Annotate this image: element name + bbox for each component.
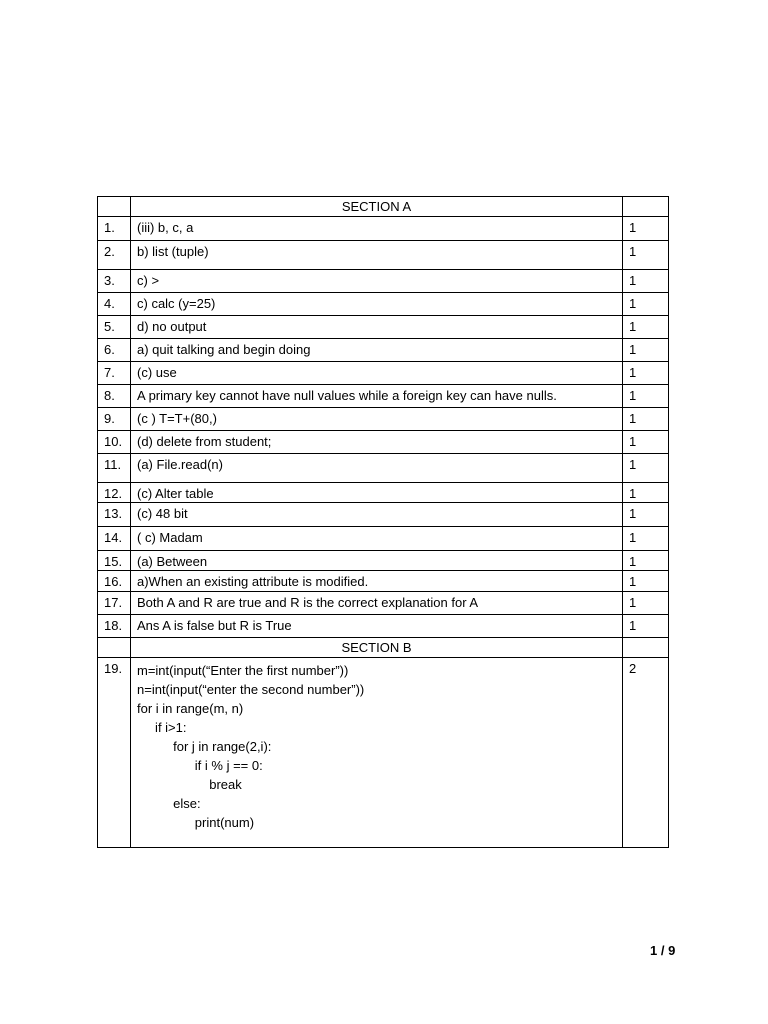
answer-text: (a) File.read(n) (131, 454, 623, 483)
question-number: 5. (98, 316, 131, 339)
table-row (98, 592, 669, 615)
section-a-heading: SECTION A (131, 197, 623, 217)
question-number: 2. (98, 241, 131, 270)
table-row (98, 362, 669, 385)
heading-mark-cell (623, 197, 669, 217)
code-line: break (137, 777, 242, 792)
marks: 1 (623, 527, 669, 551)
heading-num-cell (98, 197, 131, 217)
table-row (98, 408, 669, 431)
marks: 1 (623, 270, 669, 293)
table-row (98, 385, 669, 408)
code-line: print(num) (137, 815, 255, 830)
answer-text: c) > (131, 270, 623, 293)
question-number: 6. (98, 339, 131, 362)
table-row (98, 293, 669, 316)
code-line: if i>1: (137, 720, 187, 735)
question-number: 12. (98, 483, 131, 503)
answer-text: Ans A is false but R is True (131, 615, 623, 638)
answer-text: c) calc (y=25) (131, 293, 623, 316)
code-line: if i % j == 0: (137, 758, 263, 773)
question-number: 11. (98, 454, 131, 483)
answer-text: (a) Between (131, 551, 623, 571)
answer-text: a)When an existing attribute is modified. (131, 571, 623, 592)
marks: 2 (623, 658, 669, 848)
answer-text: ( c) Madam (131, 527, 623, 551)
answer-text: (c) 48 bit (131, 503, 623, 527)
marks: 1 (623, 316, 669, 339)
marks: 1 (623, 293, 669, 316)
question-number: 3. (98, 270, 131, 293)
answer-text: Both A and R are true and R is the correct explanation for A (131, 592, 623, 615)
marks: 1 (623, 217, 669, 241)
answer-text: (c) Alter table (131, 483, 623, 503)
answer-text: d) no output (131, 316, 623, 339)
table-row (98, 483, 669, 503)
heading-mark-cell (623, 638, 669, 658)
code-line: m=int(input(“Enter the first number”)) (137, 663, 349, 678)
question-number: 14. (98, 527, 131, 551)
question-number: 8. (98, 385, 131, 408)
table-row (98, 527, 669, 551)
table-row (98, 503, 669, 527)
answer-text: (iii) b, c, a (131, 217, 623, 241)
marks: 1 (623, 551, 669, 571)
code-line: for i in range(m, n) (137, 701, 244, 716)
code-answer (131, 658, 623, 848)
code-line: n=int(input(“enter the second number”)) (137, 682, 365, 697)
answer-text: (c) use (131, 362, 623, 385)
question-number: 1. (98, 217, 131, 241)
answer-text: (d) delete from student; (131, 431, 623, 454)
table-row (98, 241, 669, 270)
table-row (98, 217, 669, 241)
question-number: 7. (98, 362, 131, 385)
answer-text: (c ) T=T+(80,) (131, 408, 623, 431)
page-number: 1 / 9 (650, 943, 676, 958)
table-row (98, 615, 669, 638)
question-number: 4. (98, 293, 131, 316)
question-number: 18. (98, 615, 131, 638)
answer-key-table (97, 196, 669, 848)
heading-num-cell (98, 638, 131, 658)
section-b-heading: SECTION B (131, 638, 623, 658)
marks: 1 (623, 362, 669, 385)
table-row (98, 316, 669, 339)
code-line: else: (137, 796, 201, 811)
marks: 1 (623, 503, 669, 527)
table-row (98, 339, 669, 362)
code-line: for j in range(2,i): (137, 739, 272, 754)
marks: 1 (623, 571, 669, 592)
marks: 1 (623, 339, 669, 362)
question-number: 19. (98, 658, 131, 848)
table-row (98, 454, 669, 483)
marks: 1 (623, 454, 669, 483)
question-number: 13. (98, 503, 131, 527)
answer-text: a) quit talking and begin doing (131, 339, 623, 362)
marks: 1 (623, 385, 669, 408)
section-a-heading-row (98, 197, 669, 217)
table-row (98, 551, 669, 571)
marks: 1 (623, 483, 669, 503)
table-row (98, 658, 669, 848)
marks: 1 (623, 592, 669, 615)
marks: 1 (623, 408, 669, 431)
question-number: 17. (98, 592, 131, 615)
question-number: 10. (98, 431, 131, 454)
table-row (98, 431, 669, 454)
marks: 1 (623, 431, 669, 454)
question-number: 9. (98, 408, 131, 431)
answer-text: b) list (tuple) (131, 241, 623, 270)
section-b-heading-row (98, 638, 669, 658)
marks: 1 (623, 615, 669, 638)
answer-text: A primary key cannot have null values while a foreign key can have nulls. (131, 385, 623, 408)
question-number: 16. (98, 571, 131, 592)
table-row (98, 571, 669, 592)
question-number: 15. (98, 551, 131, 571)
table-row (98, 270, 669, 293)
marks: 1 (623, 241, 669, 270)
